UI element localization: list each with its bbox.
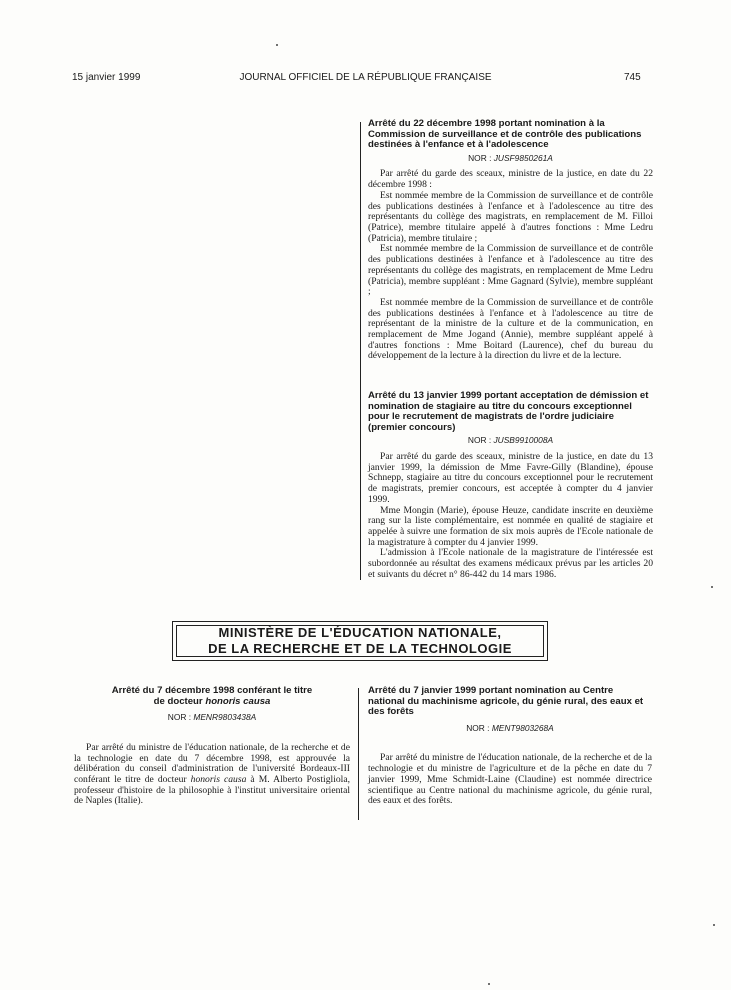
nor-reference bbox=[368, 435, 653, 446]
paragraph: Est nommée membre de la Commission de surveillance et de contrôle des publications destinées à l'enfance et à l'adolescence au titre de représentant de la ministre de la culture et de la communication, en remplacement de Mme Jogand (Annie), membre suppléant appelé à d'autres fonctions : Mme Boitard (Laurence), chef du bureau du développement de la lecture à la direction du livre et de la lecture. bbox=[368, 296, 653, 362]
text-before: Par arrêté du ministre de l'éducation nationale, de la recherche et de la technologie en date du 7 décembre 1998, est approuvée la délibération du conseil d'administration de l'université Bordeaux-III conférant le titre de docteur bbox=[74, 741, 350, 785]
scan-speck bbox=[713, 924, 715, 926]
title-italic: honoris causa bbox=[205, 695, 271, 707]
column-divider-top bbox=[360, 122, 361, 580]
nor-label: NOR : bbox=[467, 435, 492, 446]
nor-reference bbox=[368, 153, 653, 164]
nor-code: JUSF9850261A bbox=[493, 152, 553, 163]
page-number: 745 bbox=[624, 72, 641, 83]
arrete-machinisme-agricole bbox=[368, 686, 652, 807]
nor-label: NOR : bbox=[468, 152, 492, 163]
nor-label: NOR : bbox=[466, 722, 490, 733]
paragraph: Par arrêté du ministre de l'éducation nationale, de la recherche et de la technologie et du ministre de l'agriculture et de la pêche en date du 7 janvier 1999, Mme Schmidt-Laine (Claudine) est nommée directrice scientifique au Centre national du machinisme agricole, du génie rural, des eaux et des forêts. bbox=[368, 752, 652, 807]
arrete-commission-surveillance bbox=[368, 119, 653, 362]
paragraph bbox=[74, 743, 350, 807]
nor-code: MENR9803438A bbox=[193, 712, 257, 723]
arrete-title bbox=[74, 686, 350, 707]
ministry-line-2: DE LA RECHERCHE ET DE LA TECHNOLOGIE bbox=[208, 641, 512, 656]
arrete-demission-stagiaire bbox=[368, 391, 653, 581]
arrete-title: Arrêté du 7 janvier 1999 portant nomination au Centre national du machinisme agricole, du génie rural, des eaux et des forêts bbox=[368, 685, 644, 718]
nor-code: MENT9803268A bbox=[491, 722, 554, 733]
nor-reference bbox=[74, 712, 350, 723]
ministry-line-1: MINISTÈRE DE L'ÉDUCATION NATIONALE, bbox=[218, 625, 502, 640]
scan-speck bbox=[488, 983, 490, 985]
column-divider-bottom bbox=[358, 688, 359, 820]
arrete-title: Arrêté du 13 janvier 1999 portant acceptation de démission et nomination de stagiaire au titre du concours exceptionnel pour le recrutement de magistrats de l'ordre judiciaire (premier concours) bbox=[368, 390, 649, 433]
arrete-title: Arrêté du 22 décembre 1998 portant nomination à la Commission de surveillance et de contrôle des publications destinées à l'enfance et à l'adolescence bbox=[368, 118, 642, 151]
arrete-title-line-2 bbox=[74, 697, 350, 708]
nor-label: NOR : bbox=[167, 712, 192, 723]
paragraph: Est nommée membre de la Commission de surveillance et de contrôle des publications destinées à l'enfance et à l'adolescence au titre des représentants du collège des magistrats, en remplacement de Mme Ledru (Patricia), membre suppléant : Mme Gagnard (Sylvie), membre suppléant ; bbox=[368, 243, 653, 298]
nor-code: JUSB9910008A bbox=[493, 435, 554, 446]
paragraph: Est nommée membre de la Commission de surveillance et de contrôle des publications destinées à l'enfance et à l'adolescence au titre des représentants du collège des magistrats, en remplacement de M. Filloi (Patrice), membre titulaire appelé à d'autres fonctions : Mme Ledru (Patricia), membre titulaire ; bbox=[368, 189, 653, 244]
paragraph: L'admission à l'Ecole nationale de la magistrature de l'intéressée est subordonnée au résultat des examens médicaux prévus par les articles 20 et suivants du décret n° 86-442 du 14 mars 1986. bbox=[368, 547, 653, 580]
paragraph: Par arrêté du garde des sceaux, ministre de la justice, en date du 13 janvier 1999, la démission de Mme Favre-Gilly (Blandine), épouse Schnepp, stagiaire au titre du concours exceptionnel pour le recrutement de magistrats, premier concours, est acceptée à compter du 4 janvier 1999. bbox=[368, 451, 653, 505]
scan-speck bbox=[276, 44, 278, 46]
paragraph: Mme Mongin (Marie), épouse Heuze, candidate inscrite en deuxième rang sur la liste complémentaire, est nommée en qualité de stagiaire et appelée à suivre une formation de six mois auprès de l'Ecole nationale de la magistrature à compter du 4 janvier 1999. bbox=[368, 504, 653, 548]
paragraph: Par arrêté du garde des sceaux, ministre de la justice, en date du 22 décembre 1998 : bbox=[368, 168, 653, 191]
arrete-title-line-1: Arrêté du 7 décembre 1998 conférant le titre bbox=[111, 685, 313, 696]
ministry-heading bbox=[176, 625, 544, 657]
text-italic: honoris causa bbox=[190, 774, 247, 785]
header-date: 15 janvier 1999 bbox=[72, 72, 141, 83]
arrete-honoris-causa bbox=[74, 686, 350, 807]
nor-reference bbox=[368, 723, 652, 734]
scan-speck bbox=[711, 586, 713, 588]
title-prefix: de docteur bbox=[153, 695, 206, 707]
text-after: à M. Alberto Postigliola, professeur d'histoire de la philosophie à l'institut universitaire oriental de Naples (Italie). bbox=[74, 774, 350, 807]
journal-title: JOURNAL OFFICIEL DE LA RÉPUBLIQUE FRANÇAISE bbox=[239, 72, 492, 83]
ministry-heading-box bbox=[172, 621, 548, 661]
